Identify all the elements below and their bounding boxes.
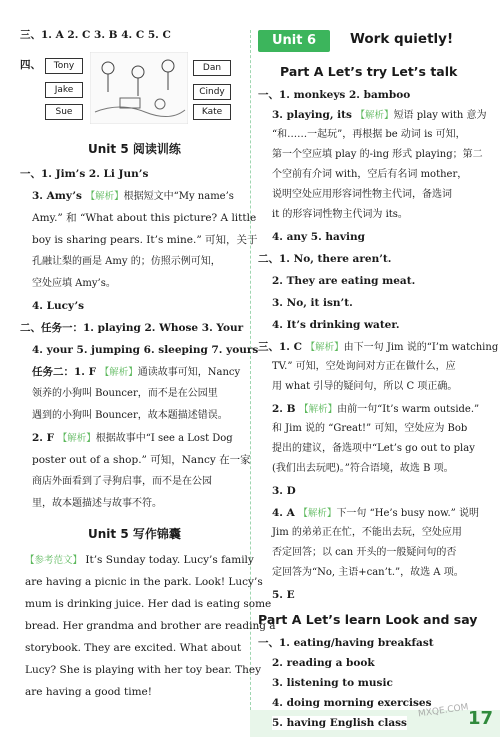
explanation-line: 用 what 引导的疑问句，所以 C 项正确。 bbox=[272, 381, 458, 392]
explanation: 根据短文中“My name’s bbox=[123, 191, 234, 202]
essay-text: It’s Sunday today. Lucy’s family bbox=[82, 554, 254, 566]
explanation: 下一句 “He’s busy now.” 说明 bbox=[336, 508, 479, 519]
answer: 4. A bbox=[272, 507, 299, 519]
explanation-line: 遇到的小狗叫 Bouncer，故本题描述错误。 bbox=[32, 410, 228, 421]
page-number: 17 bbox=[468, 708, 494, 729]
explanation-line: 说明空处应用形容词性物主代词，备选词 bbox=[272, 189, 452, 200]
explanation-line: 领养的小狗叫 Bouncer，而不是在公园里 bbox=[32, 388, 218, 399]
explanation-line: 第一个空应填 play 的-ing 形式 playing；第二 bbox=[272, 149, 483, 160]
name-box: Kate bbox=[193, 104, 231, 120]
answer-line: 二、1. No, there aren’t. bbox=[258, 253, 392, 265]
answer-line: 二、任务一：1. playing 2. Whose 3. Your bbox=[20, 322, 244, 334]
explanation: 通读故事可知，Nancy bbox=[137, 367, 241, 378]
answer: 任务二：1. F bbox=[32, 366, 100, 378]
explanation-line: 定回答为“No, 主语+can’t.”，故选 A 项。 bbox=[272, 567, 464, 578]
explanation-line: poster out of a shop.” 可知，Nancy 在一家 bbox=[32, 454, 251, 466]
explanation-line: TV.” 可知，空处询问对方正在做什么，应 bbox=[272, 361, 456, 372]
answer-line: 一、1. monkeys 2. bamboo bbox=[258, 89, 411, 101]
name-box: Dan bbox=[193, 60, 231, 76]
answer-line: 4. It’s drinking water. bbox=[272, 319, 400, 331]
answer-line: 三、1. A 2. C 3. B 4. C 5. C bbox=[20, 29, 171, 41]
explanation: 短语 play with 意为 bbox=[393, 110, 487, 121]
answer: 3. playing, its bbox=[272, 109, 356, 121]
name-box: Sue bbox=[45, 104, 83, 120]
explanation-line: 否定回答；以 can 开头的一般疑问句的否 bbox=[272, 547, 457, 558]
answer: 2. F bbox=[32, 432, 58, 444]
explanation: 由前一句“It’s warm outside.” bbox=[337, 404, 480, 415]
explanation-line: Jim 的弟弟正在忙，不能出去玩，空处应用 bbox=[272, 527, 462, 538]
answer: 三、1. C bbox=[258, 341, 306, 353]
sample-essay-tag: 【参考范文】 bbox=[25, 555, 83, 566]
analysis-tag: 【解析】 bbox=[298, 508, 337, 519]
answer: 3. Amy’s bbox=[32, 190, 86, 202]
answer-line: 5. having English class bbox=[272, 717, 407, 729]
explanation-line: 里，故本题描述与故事不符。 bbox=[32, 498, 162, 509]
essay-line: bread. Her grandma and brother are reading a bbox=[25, 620, 276, 632]
answer: 2. B bbox=[272, 403, 300, 415]
section-title: Unit 5 阅读训练 bbox=[88, 142, 181, 156]
essay-line: mum is drinking juice. Her dad is eating some bbox=[25, 598, 272, 610]
analysis-tag: 【解析】 bbox=[85, 191, 124, 202]
explanation-line: 孔融让梨的画是 Amy 的；仿照示例可知， bbox=[32, 256, 221, 267]
explanation-line: 空处应填 Amy’s。 bbox=[32, 278, 116, 289]
analysis-tag: 【解析】 bbox=[57, 433, 96, 444]
answer-line: 2. reading a book bbox=[272, 657, 375, 669]
answer-line: 3. listening to music bbox=[272, 677, 393, 689]
name-box: Jake bbox=[45, 82, 83, 98]
answer-line: 4. your 5. jumping 6. sleeping 7. yours bbox=[32, 344, 259, 356]
analysis-tag: 【解析】 bbox=[299, 404, 338, 415]
explanation-line: it 的形容词性物主代词为 its。 bbox=[272, 209, 408, 220]
essay-line: Lucy? She is playing with her toy bear. They bbox=[25, 664, 262, 676]
answer-line: 5. E bbox=[272, 589, 295, 601]
name-box: Tony bbox=[45, 58, 83, 74]
answer-line: 4. Lucy’s bbox=[32, 300, 85, 312]
explanation-line: (我们出去玩吧)。”符合语境，故选 B 项。 bbox=[272, 463, 454, 474]
analysis-tag: 【解析】 bbox=[99, 367, 138, 378]
answer-line: 4. any 5. having bbox=[272, 231, 365, 243]
explanation-line: 商店外面看到了寻狗启事，而不是在公园 bbox=[32, 476, 212, 487]
answer-line: 4. doing morning exercises bbox=[272, 697, 432, 709]
section-title: Unit 5 写作锦囊 bbox=[88, 527, 181, 541]
explanation-line: Amy.” 和 “What about this picture? A little bbox=[32, 212, 257, 224]
explanation: 根据故事中“I see a Lost Dog bbox=[95, 433, 233, 444]
explanation-line: boy is sharing pears. It’s mine.” 可知，关于 bbox=[32, 234, 258, 246]
part-heading: Part A Let’s learn Look and say bbox=[258, 612, 478, 627]
explanation-line: “和……一起玩”，再根据 be 动词 is 可知， bbox=[272, 129, 466, 140]
unit-title: Work quietly! bbox=[350, 31, 454, 47]
explanation-line: 和 Jim 说的 “Great!” 可知，空处应为 Bob bbox=[272, 423, 468, 434]
watermark: MXQE.COM bbox=[417, 702, 470, 720]
essay-line: storybook. They are excited. What about bbox=[25, 642, 242, 654]
answer-line: 2. They are eating meat. bbox=[272, 275, 416, 287]
park-scene-illustration bbox=[90, 52, 188, 124]
explanation-line: 个空前有介词 with，空后有名词 mother， bbox=[272, 169, 468, 180]
answer-line: 一、1. Jim’s 2. Li Jun’s bbox=[20, 168, 149, 180]
name-box: Cindy bbox=[193, 84, 231, 100]
answer-line: 3. D bbox=[272, 485, 296, 497]
unit-badge: Unit 6 bbox=[258, 30, 330, 52]
explanation: 由下一句 Jim 说的“I’m watching bbox=[343, 342, 499, 353]
essay-line: are having a good time! bbox=[25, 686, 152, 698]
part-heading: Part A Let’s try Let’s talk bbox=[280, 64, 458, 79]
answer-line: 3. No, it isn’t. bbox=[272, 297, 353, 309]
analysis-tag: 【解析】 bbox=[355, 110, 394, 121]
explanation-line: 提出的建议，备选项中“Let’s go out to play bbox=[272, 443, 475, 454]
analysis-tag: 【解析】 bbox=[305, 342, 344, 353]
essay-line: are having a picnic in the park. Look! Lucy’s bbox=[25, 576, 263, 588]
answer-line: 一、1. eating/having breakfast bbox=[258, 637, 434, 649]
answer-line: 四、 bbox=[20, 59, 41, 71]
